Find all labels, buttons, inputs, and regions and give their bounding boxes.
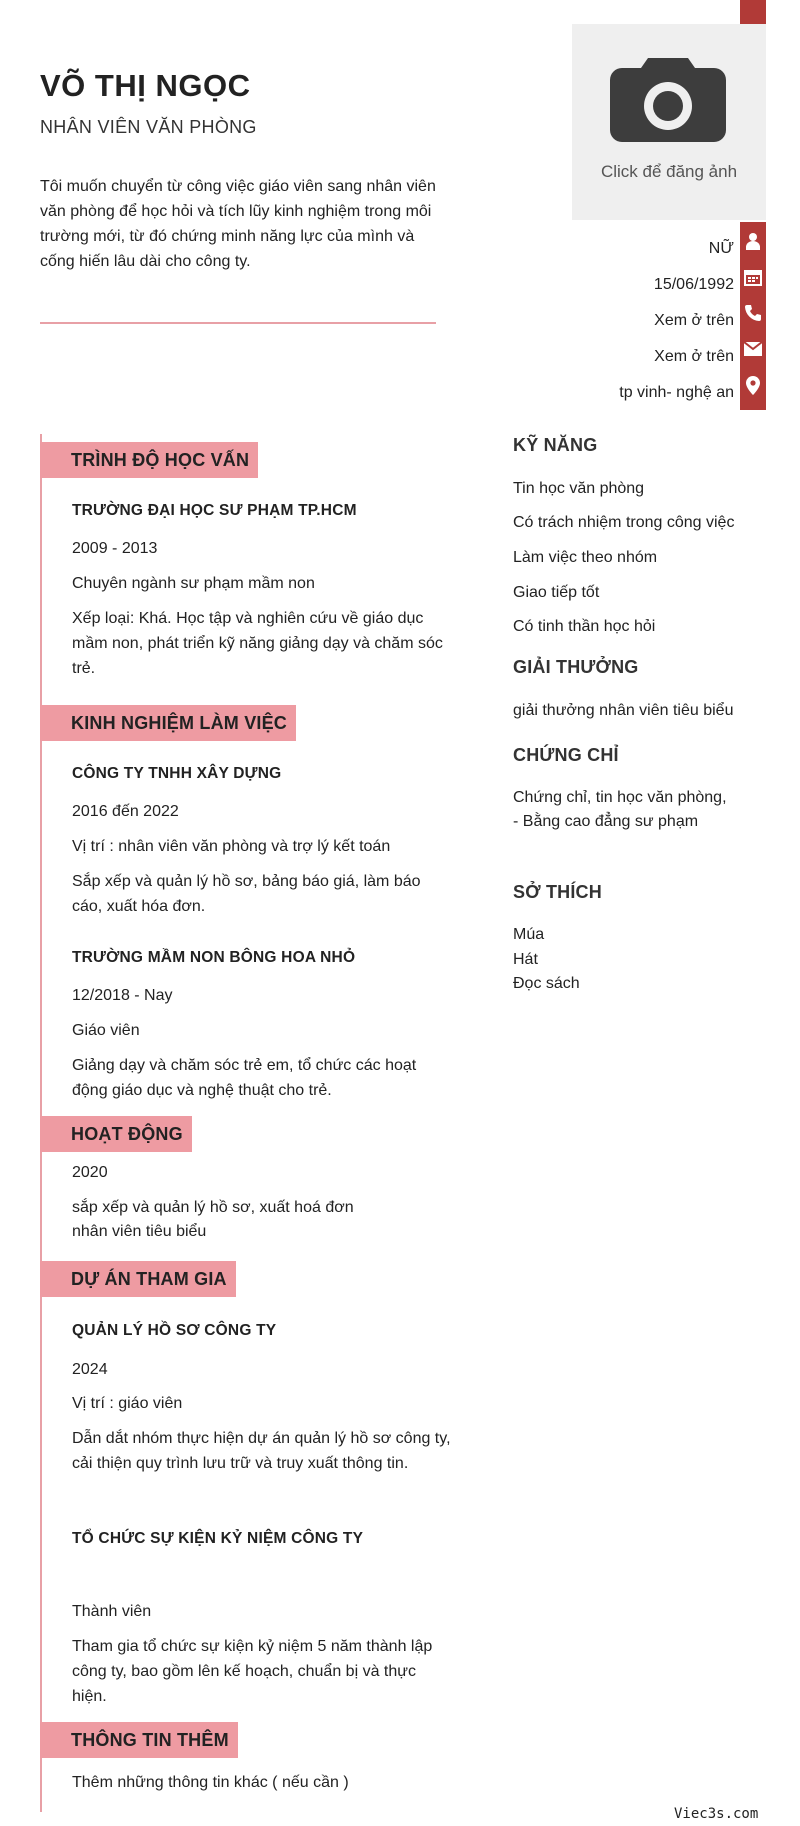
skill-item: Có trách nhiệm trong công việc bbox=[513, 514, 735, 531]
skill-item: Làm việc theo nhóm bbox=[513, 549, 658, 566]
awards-heading: GIẢI THƯỞNG bbox=[513, 657, 639, 677]
job-position: Giáo viên bbox=[72, 1022, 140, 1039]
header-divider bbox=[40, 322, 436, 324]
extra-info-heading: THÔNG TIN THÊM bbox=[40, 1722, 238, 1758]
education-school: TRƯỜNG ĐẠI HỌC SƯ PHẠM TP.HCM bbox=[72, 502, 357, 519]
job-company: CÔNG TY TNHH XÂY DỰNG bbox=[72, 765, 282, 782]
projects-heading: DỰ ÁN THAM GIA bbox=[40, 1261, 236, 1297]
project-name: TỔ CHỨC SỰ KIỆN KỶ NIỆM CÔNG TY bbox=[72, 1530, 364, 1547]
activities-heading: HOẠT ĐỘNG bbox=[40, 1116, 192, 1152]
contact-gender: NỮ bbox=[708, 240, 734, 257]
skill-item: Tin học văn phòng bbox=[513, 480, 645, 497]
skill-item: Giao tiếp tốt bbox=[513, 584, 600, 601]
certificates-heading: CHỨNG CHỈ bbox=[513, 745, 619, 765]
experience-heading: KINH NGHIỆM LÀM VIỆC bbox=[40, 705, 296, 741]
award-item: giải thưởng nhân viên tiêu biểu bbox=[513, 702, 734, 719]
hobbies-heading: SỞ THÍCH bbox=[513, 882, 602, 902]
contact-address: tp vinh- nghệ an bbox=[619, 384, 734, 401]
certificate-line: Chứng chỉ, tin học văn phòng, bbox=[513, 789, 727, 806]
project-name: QUẢN LÝ HỒ SƠ CÔNG TY bbox=[72, 1322, 277, 1339]
activity-year: 2020 bbox=[72, 1164, 108, 1181]
activity-line: sắp xếp và quản lý hồ sơ, xuất hoá đơn bbox=[72, 1199, 354, 1216]
certificate-line: - Bằng cao đẳng sư phạm bbox=[513, 813, 699, 830]
education-period: 2009 - 2013 bbox=[72, 540, 158, 557]
extra-info-text: Thêm những thông tin khác ( nếu cần ) bbox=[72, 1774, 349, 1791]
location-pin-icon bbox=[740, 368, 766, 402]
job-period: 12/2018 - Nay bbox=[72, 987, 173, 1004]
photo-upload[interactable] bbox=[572, 24, 766, 220]
career-objective: Tôi muốn chuyển từ công việc giáo viên sang nhân viên văn phòng để học hỏi và tích lũy kinh nghiệm trong môi trường mới, từ đó chứng minh năng lực của mình và cống hiến lâu dài cho công ty. bbox=[40, 178, 436, 270]
job-title: NHÂN VIÊN VĂN PHÒNG bbox=[40, 117, 257, 137]
hobby-item: Đọc sách bbox=[513, 975, 580, 992]
education-heading: TRÌNH ĐỘ HỌC VẤN bbox=[40, 442, 258, 478]
photo-upload-label: Click để đăng ảnh bbox=[600, 162, 738, 181]
education-major: Chuyên ngành sư phạm mầm non bbox=[72, 575, 315, 592]
site-watermark: Viec3s.com bbox=[674, 1806, 759, 1822]
job-detail: Sắp xếp và quản lý hồ sơ, bảng báo giá, làm báo cáo, xuất hóa đơn. bbox=[72, 873, 421, 915]
accent-strip bbox=[740, 0, 766, 24]
education-detail: Xếp loại: Khá. Học tập và nghiên cứu về giáo dục mầm non, phát triển kỹ năng giảng dạy và chăm sóc trẻ. bbox=[72, 610, 443, 677]
job-company: TRƯỜNG MẦM NON BÔNG HOA NHỎ bbox=[72, 949, 356, 966]
activity-line: nhân viên tiêu biểu bbox=[72, 1223, 207, 1240]
project-role: Thành viên bbox=[72, 1603, 152, 1620]
contact-icon-bar bbox=[740, 222, 766, 410]
email-icon bbox=[740, 332, 766, 366]
project-year: 2024 bbox=[72, 1361, 108, 1378]
job-period: 2016 đến 2022 bbox=[72, 803, 179, 820]
camera-icon bbox=[610, 54, 726, 142]
project-detail: Dẫn dắt nhóm thực hiện dự án quản lý hồ sơ công ty, cải thiện quy trình lưu trữ và truy xuất thông tin. bbox=[72, 1430, 451, 1472]
hobby-item: Hát bbox=[513, 951, 538, 968]
candidate-name: VÕ THỊ NGỌC bbox=[40, 68, 251, 103]
calendar-icon bbox=[740, 260, 766, 294]
job-position: Vị trí : nhân viên văn phòng và trợ lý kết toán bbox=[72, 838, 391, 855]
phone-icon bbox=[740, 296, 766, 330]
contact-phone: Xem ở trên bbox=[654, 312, 734, 329]
skills-heading: KỸ NĂNG bbox=[513, 435, 598, 455]
person-icon bbox=[740, 224, 766, 258]
contact-email: Xem ở trên bbox=[654, 348, 734, 365]
contact-birthday: 15/06/1992 bbox=[653, 276, 734, 293]
project-detail: Tham gia tổ chức sự kiện kỷ niệm 5 năm thành lập công ty, bao gồm lên kế hoạch, chuẩn bị và thực hiện. bbox=[72, 1638, 433, 1705]
project-role: Vị trí : giáo viên bbox=[72, 1395, 183, 1412]
job-detail: Giảng dạy và chăm sóc trẻ em, tổ chức các hoạt động giáo dục và nghệ thuật cho trẻ. bbox=[72, 1057, 417, 1099]
hobby-item: Múa bbox=[513, 926, 545, 943]
skill-item: Có tinh thần học hỏi bbox=[513, 618, 656, 635]
